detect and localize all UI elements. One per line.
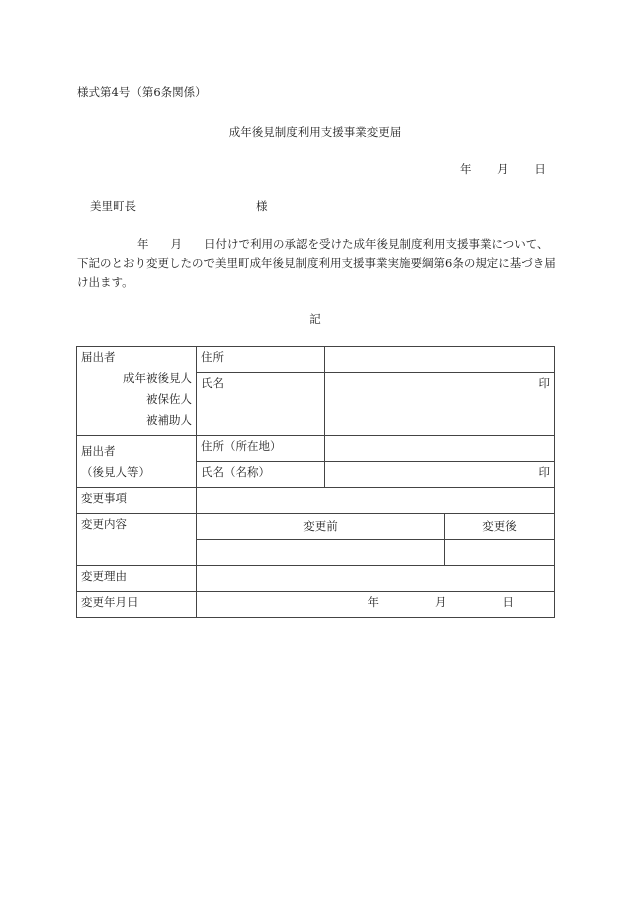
ki-heading: 記 — [309, 312, 321, 326]
before-header-cell — [197, 514, 445, 540]
change-date-label-cell — [77, 592, 197, 618]
reason-label: 変更理由 — [81, 569, 127, 583]
after-header: 変更後 — [482, 519, 517, 533]
reason-label-cell — [77, 566, 197, 592]
guardian-address-value-cell[interactable] — [325, 436, 555, 462]
guardian-name-label-cell — [197, 462, 325, 488]
honorific: 様 — [256, 199, 268, 213]
change-date-month: 月 — [435, 595, 447, 609]
body-month: 月 — [170, 237, 182, 251]
submission-date — [460, 161, 546, 177]
change-date-label: 変更年月日 — [81, 595, 139, 609]
name-label-cell — [197, 373, 325, 436]
name-label: 氏名 — [201, 376, 224, 390]
body-paragraph — [77, 235, 557, 292]
address-value-cell[interactable] — [325, 347, 555, 373]
applicant-label: 届出者 — [81, 350, 116, 364]
change-item-label: 変更事項 — [81, 491, 127, 505]
change-item-label-cell — [77, 488, 197, 514]
body-year: 年 — [137, 237, 149, 251]
guardian-name-value-cell[interactable] — [325, 462, 555, 488]
guardian-seal-mark: 印 — [538, 465, 550, 479]
after-header-cell — [445, 514, 555, 540]
guardian-name-label: 氏名（名称） — [201, 465, 270, 479]
ward-type-1: 成年被後見人 — [123, 371, 192, 385]
change-date-value-cell[interactable] — [197, 592, 555, 618]
change-date-year: 年 — [367, 595, 379, 609]
before-header: 変更前 — [303, 519, 338, 533]
ward-type-2: 被保佐人 — [146, 392, 192, 406]
guardian-sub-label: （後見人等） — [81, 464, 150, 479]
document-title: 成年後見制度利用支援事業変更届 — [228, 125, 402, 139]
body-text: 日付けで利用の承認を受けた成年後見制度利用支援事業について、下記のとおり変更したので美里町成年後見制度利用支援事業実施要綱第6条の規定に基づき届け出ます。 — [77, 237, 556, 289]
seal-mark: 印 — [538, 376, 550, 390]
name-value-cell[interactable] — [325, 373, 555, 436]
change-content-label: 変更内容 — [81, 517, 127, 531]
change-date-day: 日 — [502, 595, 514, 609]
date-day: 日 — [534, 162, 546, 176]
after-value-cell[interactable] — [445, 540, 555, 566]
applicant-ward-cell — [77, 347, 197, 436]
addressee: 美里町長 — [90, 199, 136, 213]
ward-type-3: 被補助人 — [146, 413, 192, 427]
change-content-label-cell — [77, 514, 197, 566]
before-value-cell[interactable] — [197, 540, 445, 566]
form-number: 様式第4号（第6条関係） — [77, 85, 207, 99]
applicant-guardian-cell — [77, 436, 197, 488]
date-year: 年 — [460, 162, 472, 176]
guardian-address-label: 住所（所在地） — [201, 439, 282, 453]
change-item-value-cell[interactable] — [197, 488, 555, 514]
address-label: 住所 — [201, 350, 224, 364]
date-month: 月 — [497, 162, 509, 176]
guardian-address-label-cell — [197, 436, 325, 462]
change-form-table — [76, 346, 555, 618]
address-label-cell — [197, 347, 325, 373]
reason-value-cell[interactable] — [197, 566, 555, 592]
guardian-applicant-label: 届出者 — [81, 443, 116, 458]
